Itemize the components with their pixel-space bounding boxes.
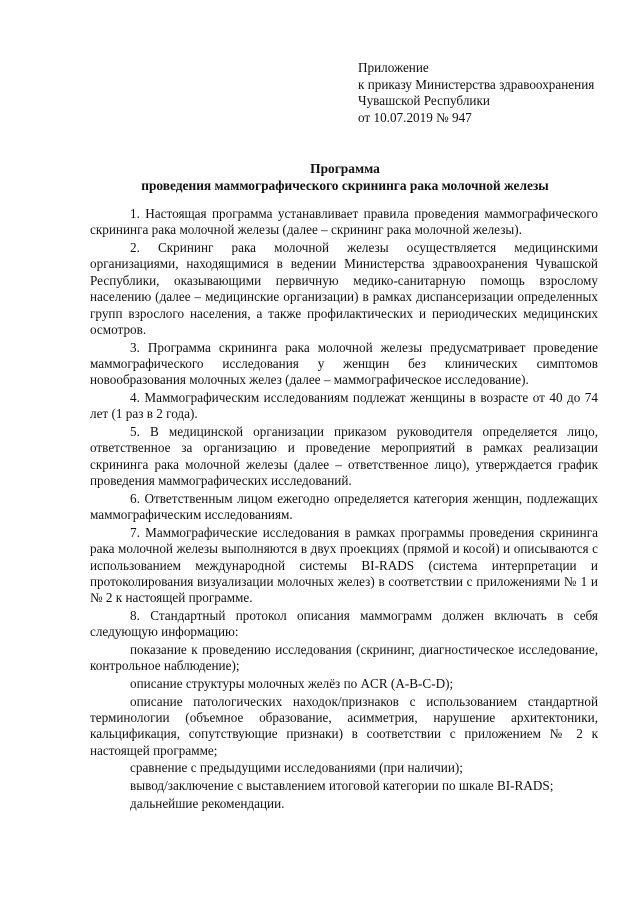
appendix-line: к приказу Министерства здравоохранения: [358, 76, 595, 92]
protocol-item: показание к проведению исследования (скрининг, диагностическое исследование, контрольное наблюдение);: [90, 642, 598, 674]
title-line: проведения маммографического скрининга рака молочной железы: [141, 178, 549, 193]
paragraph: 8. Стандартный протокол описания маммограмм должен включать в себя следующую информацию:: [90, 608, 598, 640]
appendix-line: Приложение: [358, 60, 429, 75]
appendix-line: Чувашской Республики: [358, 93, 490, 108]
protocol-item: описание структуры молочных желёз по ACR (A-B-C-D);: [130, 676, 454, 692]
protocol-item: сравнение с предыдущими исследованиями (при наличии);: [130, 760, 463, 776]
appendix-header: [358, 60, 594, 126]
paragraph: 1. Настоящая программа устанавливает правила проведения маммографического скрининга рака молочной железы (далее – скрининг рака молочной железы).: [90, 206, 598, 238]
document-title: [90, 160, 600, 194]
protocol-item: дальнейшие рекомендации.: [130, 795, 285, 811]
paragraph: 3. Программа скрининга рака молочной железы предусматривает проведение маммографического исследования у женщин без клинических симптомов новообразования молочных желез (далее – маммографическое исследование).: [90, 339, 598, 388]
paragraph: 6. Ответственным лицом ежегодно определяется категория женщин, подлежащих маммографическим исследованиям.: [90, 490, 598, 523]
paragraph: 2. Скрининг рака молочной железы осуществляется медицинскими организациями, находящимися в ведении Министерства здравоохранения Чувашской Республики, оказывающими первичную медико-санитарную помощь взрослому населению (далее – медицинские организации) в рамках диспансеризации определенных групп взрослого населения, а также профилактических и периодических медицинских осмотров.: [90, 240, 598, 338]
paragraph: 4. Маммографическим исследованиям подлежат женщины в возрасте от 40 до 74 лет (1 раз в 2 года).: [90, 390, 598, 422]
paragraph: 7. Маммографические исследования в рамках программы проведения скрининга рака молочной железы выполняются в двух проекциях (прямой и косой) и описываются с использованием международной системы BI-RADS (система интерпретации и протоколирования визуализации молочных желез) в соответствии с приложениями № 1 и № 2 к настоящей программе.: [90, 524, 598, 606]
appendix-line: от 10.07.2019 № 947: [358, 109, 472, 125]
protocol-item: вывод/заключение с выставлением итоговой категории по шкале BI-RADS;: [130, 778, 554, 794]
document-body: [90, 206, 598, 813]
paragraph: 5. В медицинской организации приказом руководителя определяется лицо, ответственное за организацию и проведение мероприятий в рамках реализации скрининга рака молочной железы (далее – ответственное лицо), утверждается график проведения маммографических исследований.: [90, 424, 598, 489]
title-line: Программа: [310, 161, 380, 176]
protocol-item: описание патологических находок/признаков с использованием стандартной терминологии (объемное образование, асимметрия, нарушение архитектоники, кальцификация, сопутствующие признаки) в соответствии с приложением № 2 к настоящей программе;: [90, 693, 598, 758]
